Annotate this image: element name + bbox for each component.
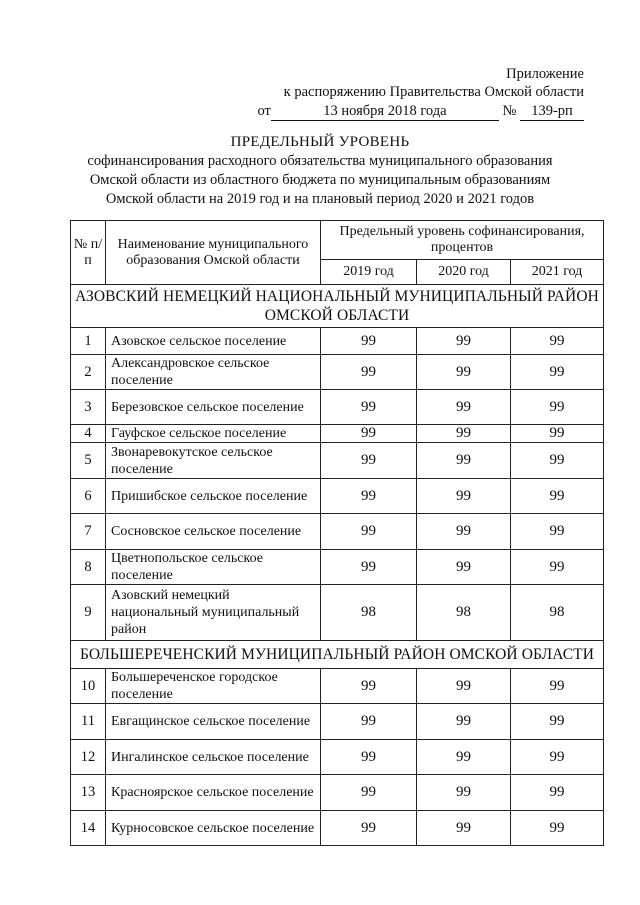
title-line-3: Омской области на 2019 год и на плановый период 2020 и 2021 годов — [105, 191, 535, 207]
row-num: 8 — [71, 550, 106, 585]
title-line-2: Омской области из областного бюджета по муниципальным образованиям — [89, 172, 551, 188]
header-year-2019: 2019 год — [321, 260, 417, 285]
row-num: 14 — [71, 811, 106, 846]
header-year-2020: 2020 год — [417, 260, 511, 285]
row-name: Азовский немецкий национальный муниципальный район — [106, 585, 321, 641]
table-row — [71, 775, 604, 811]
row-num: 6 — [71, 479, 106, 514]
row-value-2019: 99 — [321, 425, 417, 443]
title-heading: ПРЕДЕЛЬНЫЙ УРОВЕНЬ — [230, 134, 410, 150]
table-row — [71, 514, 604, 550]
document-title — [0, 133, 640, 209]
row-value-2021: 98 — [511, 585, 604, 641]
appendix-date-line — [258, 101, 585, 121]
region-row — [71, 285, 604, 328]
row-value-2020: 99 — [417, 704, 511, 740]
row-num: 4 — [71, 425, 106, 443]
row-value-2021: 99 — [511, 328, 604, 355]
row-num: 1 — [71, 328, 106, 355]
row-name: Красноярское сельское поселение — [106, 775, 321, 811]
row-value-2019: 99 — [321, 443, 417, 479]
table-row — [71, 704, 604, 740]
table-row — [71, 355, 604, 390]
row-value-2020: 99 — [417, 740, 511, 775]
header-num: № п/п — [71, 221, 106, 285]
appendix-block — [204, 64, 584, 124]
row-value-2021: 99 — [511, 740, 604, 775]
row-value-2021: 99 — [511, 425, 604, 443]
row-value-2019: 99 — [321, 355, 417, 390]
row-name: Курносовское сельское поселение — [106, 811, 321, 846]
row-value-2021: 99 — [511, 443, 604, 479]
row-num: 5 — [71, 443, 106, 479]
region-name: АЗОВСКИЙ НЕМЕЦКИЙ НАЦИОНАЛЬНЫЙ МУНИЦИПАЛЬНЫЙ РАЙОН ОМСКОЙ ОБЛАСТИ — [71, 285, 604, 328]
row-num: 9 — [71, 585, 106, 641]
row-name: Гауфское сельское поселение — [106, 425, 321, 443]
row-value-2019: 99 — [321, 550, 417, 585]
row-num: 7 — [71, 514, 106, 550]
row-value-2021: 99 — [511, 390, 604, 425]
order-number: 139-рп — [520, 103, 584, 121]
row-name: Александровское сельское поселение — [106, 355, 321, 390]
row-name: Пришибское сельское поселение — [106, 479, 321, 514]
row-num: 10 — [71, 669, 106, 704]
date-prefix: от — [257, 103, 271, 119]
table-row — [71, 669, 604, 704]
table-row — [71, 425, 604, 443]
table-row — [71, 479, 604, 514]
row-num: 11 — [71, 704, 106, 740]
row-value-2021: 99 — [511, 669, 604, 704]
row-value-2019: 99 — [321, 390, 417, 425]
row-value-2021: 99 — [511, 811, 604, 846]
row-value-2019: 99 — [321, 775, 417, 811]
row-value-2020: 99 — [417, 514, 511, 550]
row-value-2020: 99 — [417, 550, 511, 585]
row-num: 13 — [71, 775, 106, 811]
header-year-2021: 2021 год — [511, 260, 604, 285]
row-value-2021: 99 — [511, 514, 604, 550]
row-value-2019: 99 — [321, 669, 417, 704]
row-name: Сосновское сельское поселение — [106, 514, 321, 550]
header-name: Наименование муниципального образования Омской области — [106, 221, 321, 285]
header-level: Предельный уровень софинансирования, процентов — [321, 221, 604, 260]
row-value-2020: 98 — [417, 585, 511, 641]
table-row — [71, 550, 604, 585]
row-name: Евгащинское сельское поселение — [106, 704, 321, 740]
title-line-1: софинансирования расходного обязательства муниципального образования — [87, 153, 553, 169]
row-num: 3 — [71, 390, 106, 425]
row-value-2020: 99 — [417, 425, 511, 443]
table-row — [71, 443, 604, 479]
row-value-2021: 99 — [511, 550, 604, 585]
row-num: 2 — [71, 355, 106, 390]
region-name: БОЛЬШЕРЕЧЕНСКИЙ МУНИЦИПАЛЬНЫЙ РАЙОН ОМСКОЙ ОБЛАСТИ — [71, 641, 604, 669]
row-value-2020: 99 — [417, 669, 511, 704]
row-value-2020: 99 — [417, 479, 511, 514]
row-name: Ингалинское сельское поселение — [106, 740, 321, 775]
row-value-2021: 99 — [511, 775, 604, 811]
table-row — [71, 390, 604, 425]
row-value-2020: 99 — [417, 443, 511, 479]
appendix-order-line: к распоряжению Правительства Омской области — [283, 84, 584, 100]
table-row — [71, 740, 604, 775]
row-value-2020: 99 — [417, 775, 511, 811]
row-value-2020: 99 — [417, 390, 511, 425]
region-row — [71, 641, 604, 669]
row-value-2020: 99 — [417, 811, 511, 846]
row-value-2019: 99 — [321, 740, 417, 775]
order-date: 13 ноября 2018 года — [271, 103, 499, 121]
table-row — [71, 585, 604, 641]
row-value-2019: 99 — [321, 704, 417, 740]
row-name: Цветнопольское сельское поселение — [106, 550, 321, 585]
row-value-2019: 99 — [321, 479, 417, 514]
row-name: Большереченское городское поселение — [106, 669, 321, 704]
row-value-2019: 99 — [321, 811, 417, 846]
cofinancing-table — [70, 220, 604, 846]
row-value-2021: 99 — [511, 355, 604, 390]
row-value-2019: 99 — [321, 328, 417, 355]
table-row — [71, 328, 604, 355]
row-value-2020: 99 — [417, 328, 511, 355]
row-name: Азовское сельское поселение — [106, 328, 321, 355]
row-name: Березовское сельское поселение — [106, 390, 321, 425]
row-value-2019: 98 — [321, 585, 417, 641]
table-row — [71, 811, 604, 846]
row-value-2021: 99 — [511, 704, 604, 740]
row-num: 12 — [71, 740, 106, 775]
row-name: Звонаревокутское сельское поселение — [106, 443, 321, 479]
row-value-2021: 99 — [511, 479, 604, 514]
appendix-label: Приложение — [506, 66, 584, 82]
row-value-2020: 99 — [417, 355, 511, 390]
number-prefix: № — [502, 103, 517, 119]
row-value-2019: 99 — [321, 514, 417, 550]
